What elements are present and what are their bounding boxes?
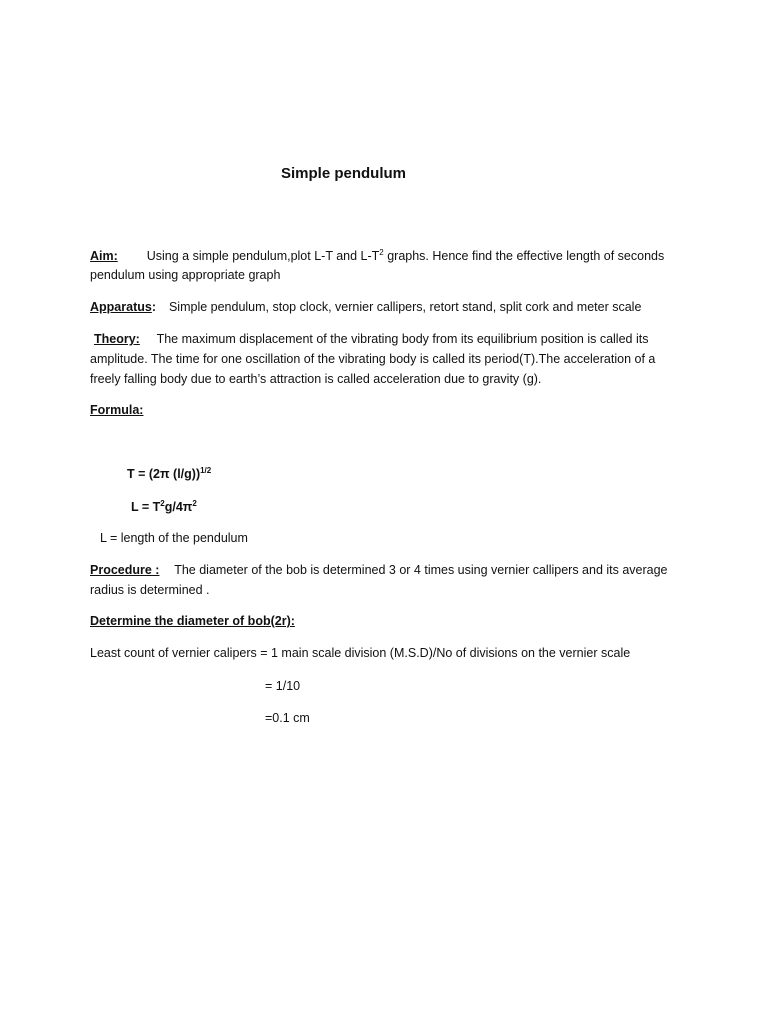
page-title: Simple pendulum <box>281 165 407 182</box>
theory-line-3: freely falling body due to earth’s attraction is called acceleration due to gravity (g). <box>90 372 542 386</box>
aim-superscript: 2 <box>379 248 384 257</box>
theory-text-1: The maximum displacement of the vibrating body from its equilibrium position is called its <box>156 332 649 346</box>
least-count-eq-2: =0.1 cm <box>265 711 310 725</box>
apparatus-line <box>90 297 641 317</box>
formula-period-exponent: 1/2 <box>200 466 212 475</box>
apparatus-text: Simple pendulum, stop clock, vernier callipers, retort stand, split cork and meter scale <box>168 300 642 314</box>
procedure-line-2: radius is determined . <box>90 583 210 597</box>
formula-definition: L = length of the pendulum <box>100 531 248 545</box>
least-count-line: Least count of vernier calipers = 1 main scale division (M.S.D)/No of divisions on the vernier scale <box>90 646 631 660</box>
aim-label: Aim: <box>90 249 118 263</box>
theory-label: Theory: <box>94 332 140 346</box>
formula-period: T = (2π (l/g))$^{1/2}$ <box>127 466 212 481</box>
aim-text: Using a simple pendulum,plot L-T and L-T <box>146 249 380 263</box>
formula-length: $L = T^2g/4\pi^2$ <box>131 499 197 514</box>
least-count-eq-1: = 1/10 <box>265 679 301 693</box>
aim-line-2: pendulum using appropriate graph <box>90 268 281 282</box>
formula-label: Formula: <box>90 403 144 417</box>
procedure-line-1 <box>90 560 668 580</box>
aim-line-1 <box>90 246 664 266</box>
theory-line-1 <box>94 329 648 349</box>
apparatus-colon: : <box>151 300 156 314</box>
procedure-label: Procedure : <box>90 563 160 577</box>
procedure-text-1: The diameter of the bob is determined 3 or 4 times using vernier callipers and its average <box>174 563 668 577</box>
apparatus-label: Apparatus <box>90 300 152 314</box>
theory-line-2: amplitude. The time for one oscillation of the vibrating body is called its period(T).The acceleration of a <box>90 352 656 366</box>
aim-text-cont: graphs. Hence find the effective length of seconds <box>383 249 665 263</box>
diameter-heading: Determine the diameter of bob(2r): <box>90 614 295 628</box>
